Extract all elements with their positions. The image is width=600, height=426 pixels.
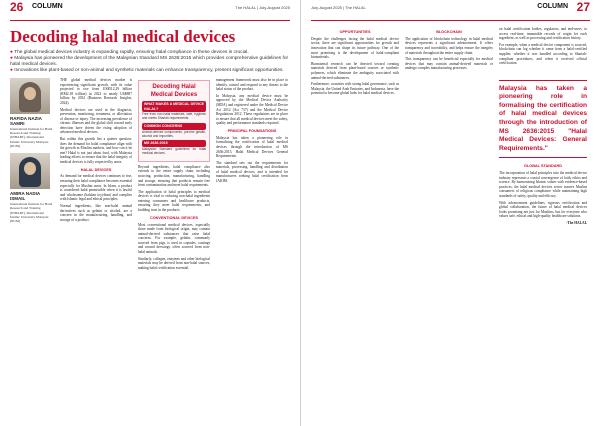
subheading: OPPORTUNITIES (339, 30, 371, 34)
inset-title: Decoding Halal Medical Devices (150, 83, 198, 98)
section-label: COLUMN (32, 3, 63, 10)
paragraph: Similarly, collagen, enzymes and other biological materials may be derived from non-halal sources, making halal certification essential. (138, 256, 210, 270)
author-name: RAFIDA NAZIA SAMRI (10, 115, 42, 126)
subheading: BLOCKCHAIN (436, 30, 462, 34)
paragraph: Furthermore, countries with strong halal governance, such as Malaysia, the United Arab Emirates, and Indonesia, have the potential to become global hubs for halal medical devices. (311, 82, 399, 96)
paragraph: In Malaysia, any medical device must be approved by the Medical Device Authority (MDA) and registered under the Medical Device Act 2012 (Act 737) and the Medical Device Regulations 2012. These regulations are in place to ensure that all medical devices meet the safety, quality and performance standards required. (216, 93, 288, 126)
summary-bullet: ● Malaysia has pioneered the development of the Malaysian Standard MS 2636:2015 which provides comprehensive guidelines for halal medical devices. (10, 56, 290, 68)
inset-answer: Malaysian Standard guidelines for halal medical devices. (142, 147, 206, 155)
inset-question: COMMON CONCERNS (142, 123, 206, 130)
text-column (216, 78, 288, 273)
author-affiliation: International Institute for Halal Research and Training (INHART), International Islamic University Malaysia (IIUM) (10, 126, 53, 148)
pull-quote: Malaysia has taken a pioneering role in formalising the certification of halal medical devices through the introduction of MS 2636:2015 "Halal Medical Devices: General Requirements." (499, 80, 587, 159)
summary-bullets (10, 50, 290, 74)
paragraph: The application of blockchain technology in halal medical devices represents a significant advancement. It offers transparency and traceability, and helps ensure the integrity of materials throughout the entire supply chain. (405, 36, 493, 55)
paragraph: The incorporation of halal principles into the medical device industry represents a crucial convergence of faith, ethics and science. By harmonising Islamic values with evidence-based practices, the halal medical devices sector assures Muslim consumers of religious compliance while maintaining high standards of safety, quality and efficacy. (499, 171, 587, 199)
author-photo (10, 153, 50, 189)
paragraph: Normal ingredients, like non-halal animal derivatives such as gelatin or alcohol, are a concern in the manufacturing, handling, and storage of a product. (60, 204, 132, 222)
issue-meta: July-August 2025 | The HALAL (311, 5, 366, 10)
inset-question: WHAT MAKES A MEDICAL DEVICE HALAL? (144, 102, 204, 111)
issue-meta: The HALAL | July-August 2025 (235, 5, 290, 10)
paragraph: THE global medical devices market is experiencing significant growth, with its value projected to rise from US$512.29 billion (RM2.18 trillion) in 2022 to nearly US$887 billion by 2032 (Business Research Insights, 2024). (60, 77, 132, 105)
infographic-inset (138, 80, 210, 162)
summary-bullet: ● The global medical devices industry is expanding rapidly, ensuring halal compliance in these devices is crucial. (10, 50, 290, 56)
paragraph: As demand for medical devices continues to rise, ensuring their halal compliance becomes essential especially for Muslim users. In Islam, a product is considered halal permissible when it is lawful and wholesome (halalan toyyiban) and complies with Islamic legal and ethical principles. (60, 174, 132, 202)
author-column (10, 78, 54, 273)
text-column (60, 78, 132, 273)
text-column (405, 27, 493, 228)
paragraph: Beyond ingredients, halal compliance also extends to the entire supply chain, including sourcing, production, manufacturing, handling and storage, ensuring that products remain free from contamination and meet halal requirements. (138, 164, 210, 188)
author-name: AMIRA NADIA ISMAIL (10, 191, 40, 202)
subheading: PRINCIPAL FOUNDATIONS (227, 128, 277, 133)
paragraph: Malaysia has taken a pioneering role in formalising the certification of halal medical devices through the introduction of MS 2636:2015, Halal Medical Devices General Requirements. (216, 135, 288, 159)
paragraph: The standard sets out the requirements for materials, processing, handling and distribution of halal medical devices, and is intended for manufacturers seeking halal certification from JAKIM. (216, 160, 288, 184)
author-photo (10, 78, 50, 114)
subheading: CONVENTIONAL DEVICES (149, 215, 199, 220)
paragraph: on halal certification bodies, regulators, and end-users, to access real-time, immutable records of origin for each ingredient, as well as processing and certification history. (499, 27, 587, 41)
paragraph: The application of halal principles to medical devices is vital to reducing non-halal ingredients entering consumers and healthcare products, ensuring they meet halal requirements, and building trust in the products. (138, 189, 210, 213)
paragraph: Biomaterial research can be directed toward creating materials derived from plant-based sources or synthetic polymers, which eliminate the ambiguity associated with animal-derived substances. (311, 61, 399, 80)
paragraph: Most conventional medical devices, especially those made from biological origin, may contain animal-derived substances that raise halal concerns. For example, gelatin, commonly sourced from pigs, is used in capsules, coatings and wound dressings, often sourced from non-halal animals. (138, 222, 210, 255)
summary-bullet: ● Innovations like plant-based or non-animal and synthetic materials can enhance transparency, present significant opportunities. (10, 68, 290, 74)
paragraph: With advancement guidelines, rigorous certification and global collaboration, the future of halal medical devices looks promising not just for Muslims, but for everyone who values safe, ethical and high-quality healthcare solutions. (499, 200, 587, 219)
signoff: -The HALAL (566, 221, 587, 226)
article-body (10, 78, 290, 273)
subheading: GLOBAL STANDARD (523, 164, 563, 169)
article-title: Decoding halal medical devices (10, 27, 236, 46)
paragraph: For example, when a medical device component is sourced, blockchain can log whether it came from a halal-certified supplier, whether it was handled according to Shariah-compliant procedures, and when it received official certification. (499, 42, 587, 66)
paragraph: Medical devices are used in the diagnosis, prevention, monitoring, treatment, or alleviation of disease or injury. The increasing prevalence of chronic illnesses and the global shift toward early detection have driven the rising adoption of advanced medical devices. (60, 107, 132, 135)
section-label: COLUMN (537, 3, 568, 10)
author-affiliation: International Institute for Halal Research and Training (INHART), International Islamic University Malaysia (IIUM) (10, 202, 53, 224)
article-body (311, 27, 590, 228)
right-page (300, 0, 600, 426)
paragraph: Despite the challenges facing the halal medical device sector, there are significant opportunities for growth and innovation that can shape its future pathway. One of the most promising is the development of halal-compliant biomaterials. (311, 36, 399, 60)
inset-answer: Free from non-halal materials, safe, hygienic and meets Shariah requirements. (142, 112, 206, 121)
page-header (311, 0, 590, 21)
inset-question: MS 2636:2015 (142, 140, 206, 147)
paragraph: This transparency can be beneficial especially for medical devices that may contain animal-derived materials or undergo complex manufacturing processes. (405, 57, 493, 71)
subheading: HALAL DEVICES (80, 167, 112, 172)
paragraph: But within this growth lies a quieter question: does the demand for halal compliance align with the growth in Muslim markets, and how can it be met? Halal is not just about food, with Malaysia leading efforts to ensure that the halal integrity of medical devices is fully respected by users. (60, 137, 132, 165)
text-column (499, 27, 587, 228)
page-number: 26 (10, 0, 24, 14)
page-number: 27 (576, 0, 590, 14)
page-header (10, 0, 290, 21)
text-column (311, 27, 399, 228)
paragraph: management framework must also be in place to identify, control and respond to any threats to the halal status of the product. (216, 77, 288, 92)
inset-answer: Animal-derived components, porcine gelatin, alcohol and impurities. (142, 129, 206, 138)
text-column (138, 78, 210, 273)
